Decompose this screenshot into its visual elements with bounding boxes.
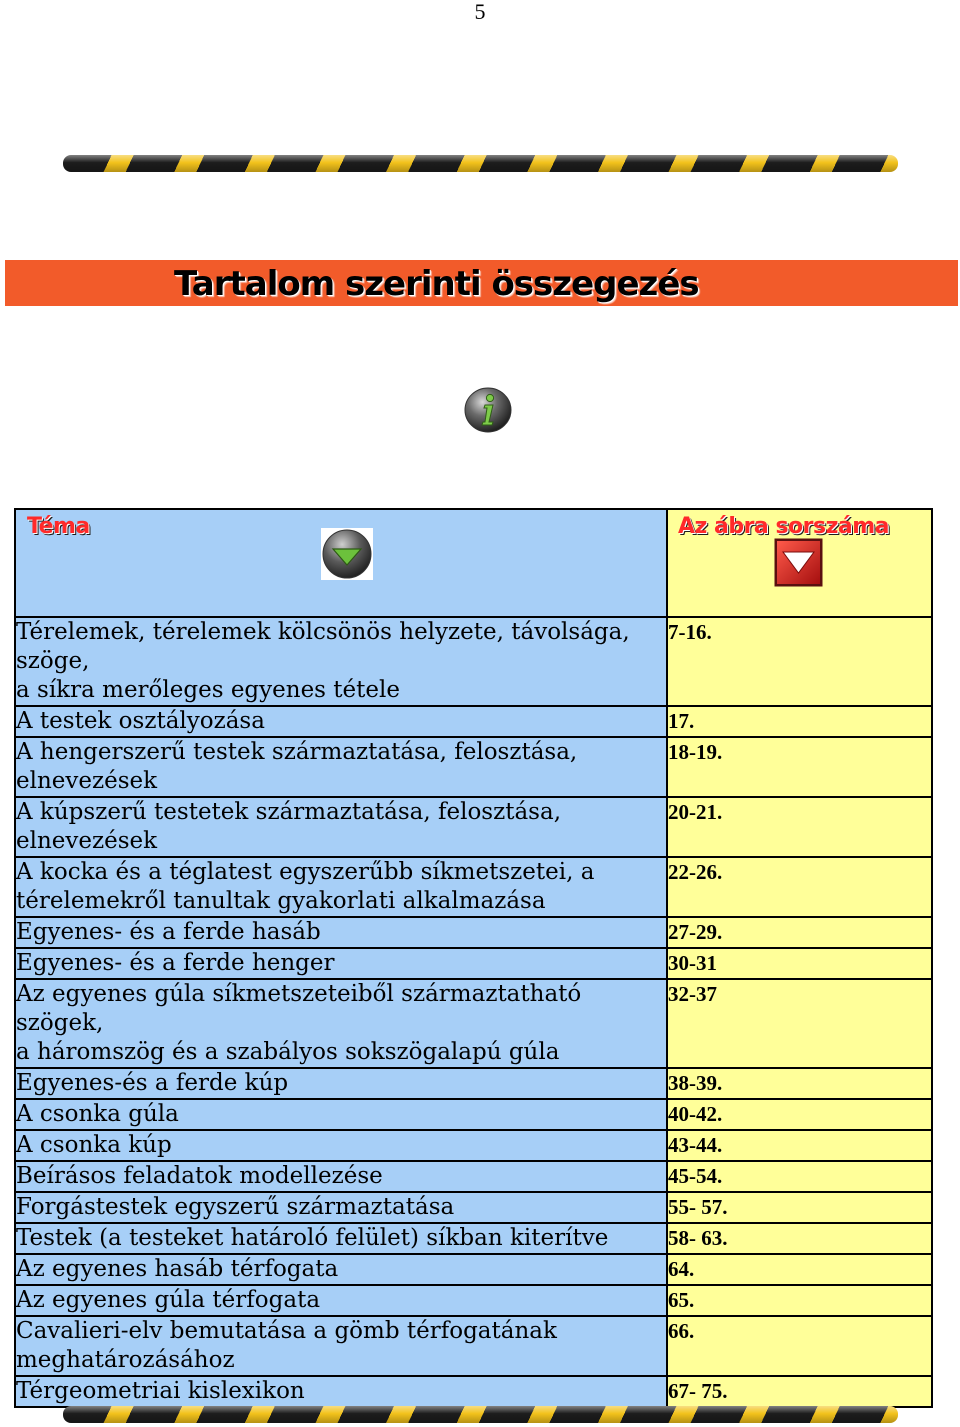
figure-number-cell: 65. [667,1285,932,1316]
figure-number-cell: 40-42. [667,1099,932,1130]
info-icon[interactable] [463,386,513,434]
topic-cell: A kocka és a téglatest egyszerűbb síkmetszetei, a térelemekről tanultak gyakorlati alkalmazása [15,857,667,917]
table-row [15,857,932,917]
topic-cell: A kúpszerű testetek származtatása, felosztása, elnevezések [15,797,667,857]
topic-header-label: Téma [27,514,90,539]
topic-cell: Forgástestek egyszerű származtatása [15,1192,667,1223]
decorative-divider-top [63,155,898,172]
down-arrow-icon[interactable] [321,528,373,580]
table-row [15,617,932,706]
topic-cell: Testek (a testeket határoló felület) síkban kiterítve [15,1223,667,1254]
page-header-cell [667,509,932,617]
figure-number-cell: 30-31 [667,948,932,979]
figure-number-cell: 7-16. [667,617,932,706]
table-row [15,948,932,979]
table-row [15,1285,932,1316]
table-row [15,1223,932,1254]
table-row [15,1192,932,1223]
table-row [15,1254,932,1285]
topic-cell: Az egyenes gúla síkmetszeteiből származtatható szögek, a háromszög és a szabályos sokszögalapú gúla [15,979,667,1068]
topic-cell: Térgeometriai kislexikon [15,1376,667,1407]
topic-cell: A csonka kúp [15,1130,667,1161]
topic-cell: Egyenes- és a ferde henger [15,948,667,979]
topic-cell: Térelemek, térelemek kölcsönös helyzete, távolsága, szöge, a síkra merőleges egyenes tétele [15,617,667,706]
table-row [15,917,932,948]
figure-number-cell: 22-26. [667,857,932,917]
page-title: Tartalom szerinti összegezés [174,264,699,304]
table-row [15,1161,932,1192]
contents-table [14,508,933,1408]
topic-cell: A hengerszerű testek származtatása, felosztása, elnevezések [15,737,667,797]
red-down-arrow-icon[interactable] [774,538,823,587]
figure-number-cell: 67- 75. [667,1376,932,1407]
topic-cell: Cavalieri-elv bemutatása a gömb térfogatának meghatározásához [15,1316,667,1376]
page-number: 5 [474,0,486,24]
page-header-label: Az ábra sorszáma [678,514,890,539]
table-row [15,1316,932,1376]
topic-cell: Egyenes- és a ferde hasáb [15,917,667,948]
table-row [15,979,932,1068]
figure-number-cell: 66. [667,1316,932,1376]
figure-number-cell: 64. [667,1254,932,1285]
figure-number-cell: 45-54. [667,1161,932,1192]
topic-cell: Egyenes-és a ferde kúp [15,1068,667,1099]
figure-number-cell: 32-37 [667,979,932,1068]
topic-cell: A testek osztályozása [15,706,667,737]
topic-cell: Beírásos feladatok modellezése [15,1161,667,1192]
table-row [15,706,932,737]
figure-number-cell: 18-19. [667,737,932,797]
table-row [15,1376,932,1407]
figure-number-cell: 55- 57. [667,1192,932,1223]
table-row [15,1068,932,1099]
table-row [15,1099,932,1130]
figure-number-cell: 43-44. [667,1130,932,1161]
table-row [15,1130,932,1161]
topic-cell: Az egyenes gúla térfogata [15,1285,667,1316]
figure-number-cell: 17. [667,706,932,737]
table-header-row [15,509,932,617]
figure-number-cell: 38-39. [667,1068,932,1099]
topic-cell: Az egyenes hasáb térfogata [15,1254,667,1285]
table-row [15,797,932,857]
figure-number-cell: 20-21. [667,797,932,857]
decorative-divider-bottom [63,1406,898,1423]
table-row [15,737,932,797]
figure-number-cell: 58- 63. [667,1223,932,1254]
topic-cell: A csonka gúla [15,1099,667,1130]
figure-number-cell: 27-29. [667,917,932,948]
topic-header-cell [15,509,667,617]
